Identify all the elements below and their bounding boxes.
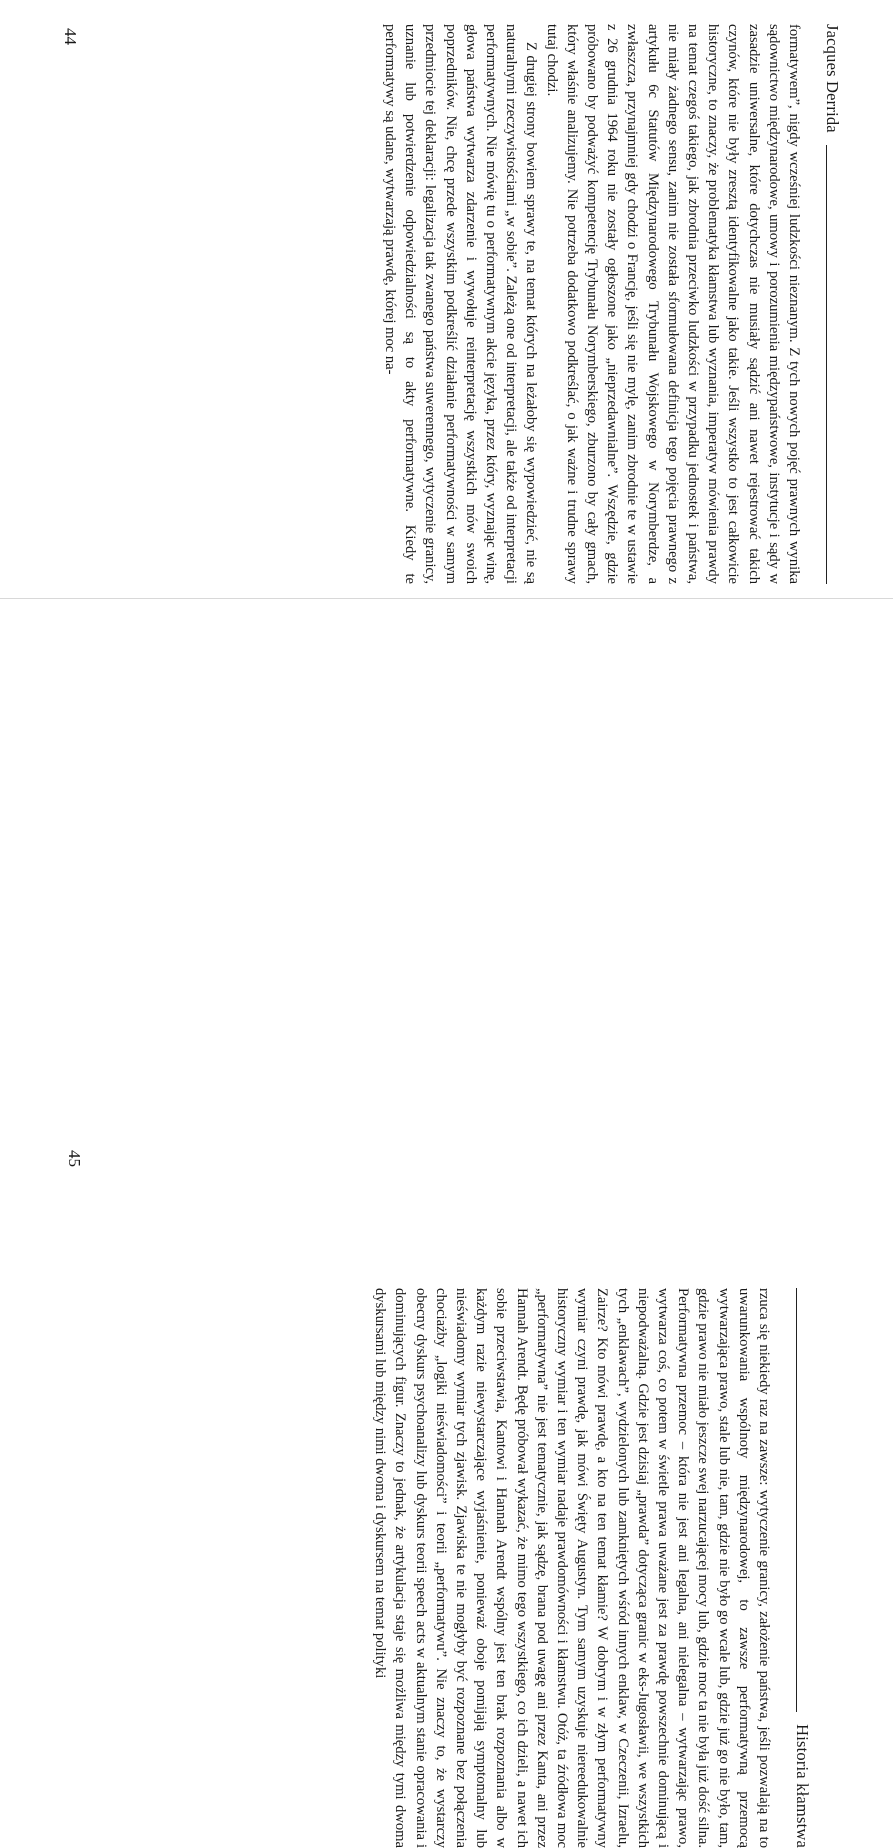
- page-number-left: 44: [61, 28, 80, 45]
- left-page-header: [822, 24, 848, 584]
- header-rule: [826, 145, 827, 584]
- right-page-rotated-content: [48, 1288, 818, 1848]
- running-head-author: Jacques Derrida: [823, 24, 842, 133]
- paragraph: formatywem”, nigdy wcześniej ludzkości nieznanym. Z tych nowych pojęć prawnych wynika sądownictwo międzynarodowe, umowy i porozumienia międzypaństwowe, instytucje i sądy w zasadzie uniwersalne, które dotychczas nie musiały sądzić ani nawet rejestrować takich czynów, które nie były zresztą identyfikowalne jako takie. Jeśli wszystko to jest całkowicie historyczne, to znaczy, że problematyka kłamstwa lub wyznania, imperatyw mówienia prawdy na temat czegoś takiego, jak zbrodnia przeciwko ludzkości w przypadku jednostek i państwa, nie miały żadnego sensu, zanim nie została sformułowana definicja tego pojęcia prawnego z artykułu 6c Statutów Międzynarodowego Trybunału Wojskowego w Norymberdze, a zwłaszcza, przynajmniej gdy chodzi o Francję, jeśli się nie mylę, zanim zbrodnie te w ustawie z 26 grudnia 1964 roku nie zostały ogłoszone jako „nieprzedawnialne”. Wszędzie, gdzie próbowano by podważyć kompetencję Trybunału Norymberskiego, zburzono by cały gmach, który właśnie analizujemy. Nie potrzeba dodatkowo podkreślać, o jak ważne i trudne sprawy tutaj chodzi.: [543, 24, 802, 584]
- left-page-rotated-content: [48, 24, 848, 584]
- left-page: [0, 0, 893, 600]
- header-rule: [796, 1288, 797, 1712]
- page-number-right: 45: [65, 1150, 84, 1167]
- right-page: [0, 600, 893, 1848]
- paragraph: rzuca się niekiedy raz na zawsze: wytyczenie granicy, założenie państwa, jeśli pozwalają na to uwarunkowania wspólnoty międzynarodowej, to zawsze performatywną przemocą wytwarzająca prawo, stale lub nie, tam, gdzie nie było go wcale lub, gdzie już go nie było, tam, gdzie prawo nie miało jeszcze swej narzucającej mocy lub, gdzie moc ta nie była już dość silna. Performatywna przemoc – która nie jest ani legalna, ani nielegalna – wytwarzając prawo, wytwarza coś, co potem w świetle prawa uważane jest za prawdę powszechnie dominującą i niepodważalną. Gdzie jest dzisiaj „prawda” dotycząca granic w eks-Jugosławii, we wszystkich tych „enklawach”, wydzielonych lub zamkniętych wśród innych enklaw, w Czeczenii, Izraelu, Zairze? Kto mówi prawdę, a kto na ten temat kłamie? W dobrym i w złym performatywny wymiar czyni prawdę, jak mówi Święty Augustyn. Tym samym uzyskuje niereedukowalnie historyczny wymiar i ten wymiar nadaje prawdomówności i kłamstwu. Otóż, ta źródłowa moc „performatywna” nie jest tematycznie, jak sądzę, brana pod uwagę ani przez Kanta, ani przez Hannah Arendt. Będę próbował wykazać, że mimo tego wszystkiego, co ich dzieli, a nawet ich sobie przeciwstawia, Kantowi i Hannah Arendt wspólny jest ten brak rozpoznania albo w każdym razie niewystarczające wyjaśnienie, ponieważ oboje pomijają symptomalny lub nieświadomy wymiar tych zjawisk. Zjawiska te nie mogłyby być rozpoznane bez połączenia chociażby „logiki nieświadomości” i teorii „performatywu”. Nie znaczy to, że wystarczy obecny dyskurs psychoanalizy lub dyskurs teorii speech acts w aktualnym stanie opracowania i dominujących figur. Znaczy to jednak, że artykulacja staje się możliwa między tymi dwoma dyskursami lub między nimi dwoma i dyskursem na temat polityki: [372, 1288, 772, 1848]
- right-page-header: [792, 1288, 818, 1848]
- paragraph: Z drugiej strony bowiem sprawy te, na temat których na leżałoby się wypowiedzieć, nie są naturalnymi rzeczywistościami „w sobie”. Zależą one od interpretacji, ale także od interpretacji performatywnych. Nie mówię tu o performatywnym akcie języka, przez który, wyznając winę, głowa państwa wytwarza zdarzenie i wywołuje reinterpretację wszystkich mów swoich poprzedników. Nie, chcę przede wszystkim podkreślić działanie performatywności w samym przedmiocie tej deklaracji: legalizacja tak zwanego państwa suwerennego, wytyczenie granicy, uznanie lub potwierdzenie odpowiedzialności są to akty performatywne. Kiedy te performatywy są udane, wytwarzają prawdę, której moc na-: [381, 24, 540, 584]
- running-head-title: Historia kłamstwa: [793, 1724, 812, 1848]
- left-page-body: [380, 24, 804, 584]
- right-page-body: [370, 1288, 774, 1848]
